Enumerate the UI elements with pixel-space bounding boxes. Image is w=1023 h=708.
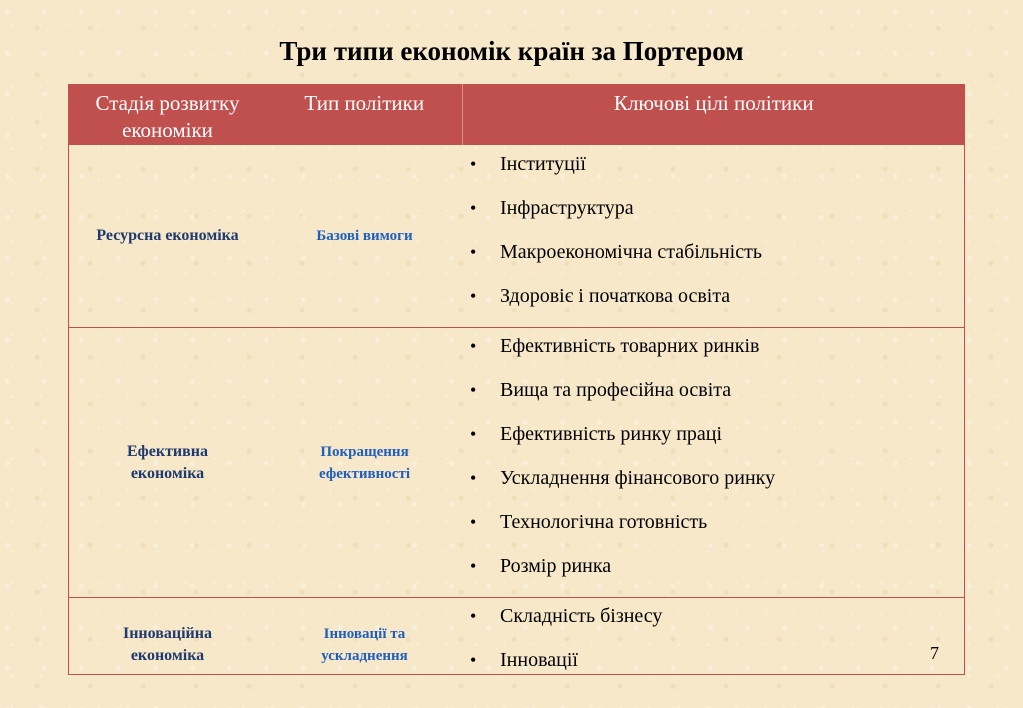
policy-cell: Базові вимоги [267, 145, 462, 328]
slide-title: Три типи економік країн за Портером [279, 36, 744, 66]
page-number: 7 [930, 643, 939, 663]
bullet-icon: • [470, 286, 477, 306]
table-row [68, 598, 965, 692]
goal-item [468, 333, 965, 377]
table-row [68, 145, 965, 328]
header-goals: Ключові цілі політики [462, 84, 965, 145]
policy-cell [267, 598, 462, 692]
goal-text: Складність бізнесу [500, 605, 663, 627]
bullet-icon: • [470, 650, 477, 670]
bullet-icon: • [470, 154, 477, 174]
goal-item [468, 603, 965, 647]
bullet-icon: • [470, 198, 477, 218]
goal-item [468, 377, 965, 421]
goal-item [468, 509, 965, 553]
goal-text: Ефективність товарних ринків [500, 335, 760, 357]
stage-label: Ефективна економіка [127, 442, 208, 482]
table-header-row [68, 84, 965, 145]
bullet-icon: • [470, 336, 477, 356]
bullet-icon: • [470, 606, 477, 626]
stage-cell [68, 598, 267, 692]
porter-economies-table [68, 84, 965, 691]
goal-item [468, 283, 965, 327]
goal-text: Макроекономічна стабільність [500, 241, 762, 263]
bullet-icon: • [470, 556, 477, 576]
bullet-icon: • [470, 242, 477, 262]
bullet-icon: • [470, 380, 477, 400]
goal-text: Вища та професійна освіта [500, 379, 732, 401]
header-stage: Стадія розвитку економіки [68, 84, 267, 145]
goal-item [468, 151, 965, 195]
policy-label: Покращення ефективності [319, 443, 410, 482]
policy-cell [267, 328, 462, 598]
goal-item [468, 421, 965, 465]
bullet-icon: • [470, 512, 477, 532]
goals-list [462, 145, 965, 327]
stage-cell: Ресурсна економіка [68, 145, 267, 328]
goal-item [468, 553, 965, 597]
goals-list [462, 598, 965, 691]
goal-text: Інновації [500, 649, 578, 671]
goal-item [468, 195, 965, 239]
goal-text: Здоровіє і початкова освіта [500, 285, 731, 307]
goal-text: Технологічна готовність [500, 511, 708, 533]
goal-text: Інфраструктура [500, 197, 634, 219]
header-policy-type: Тип політики [267, 84, 462, 145]
stage-label: Інноваційна економіка [122, 624, 212, 664]
stage-cell [68, 328, 267, 598]
goals-cell [462, 598, 965, 692]
goal-text: Інституції [500, 153, 586, 175]
bullet-icon: • [470, 424, 477, 444]
goal-item [468, 647, 965, 691]
goal-text: Розмір ринка [500, 555, 612, 577]
goals-cell [462, 328, 965, 598]
policy-label: Інновації та ускладнення [321, 625, 408, 664]
goal-text: Ускладнення фінансового ринку [500, 467, 776, 489]
goals-list [462, 328, 965, 597]
goals-cell [462, 145, 965, 328]
bullet-icon: • [470, 468, 477, 488]
goal-item [468, 465, 965, 509]
goal-item [468, 239, 965, 283]
table-row [68, 328, 965, 598]
goal-text: Ефективність ринку праці [500, 423, 723, 445]
